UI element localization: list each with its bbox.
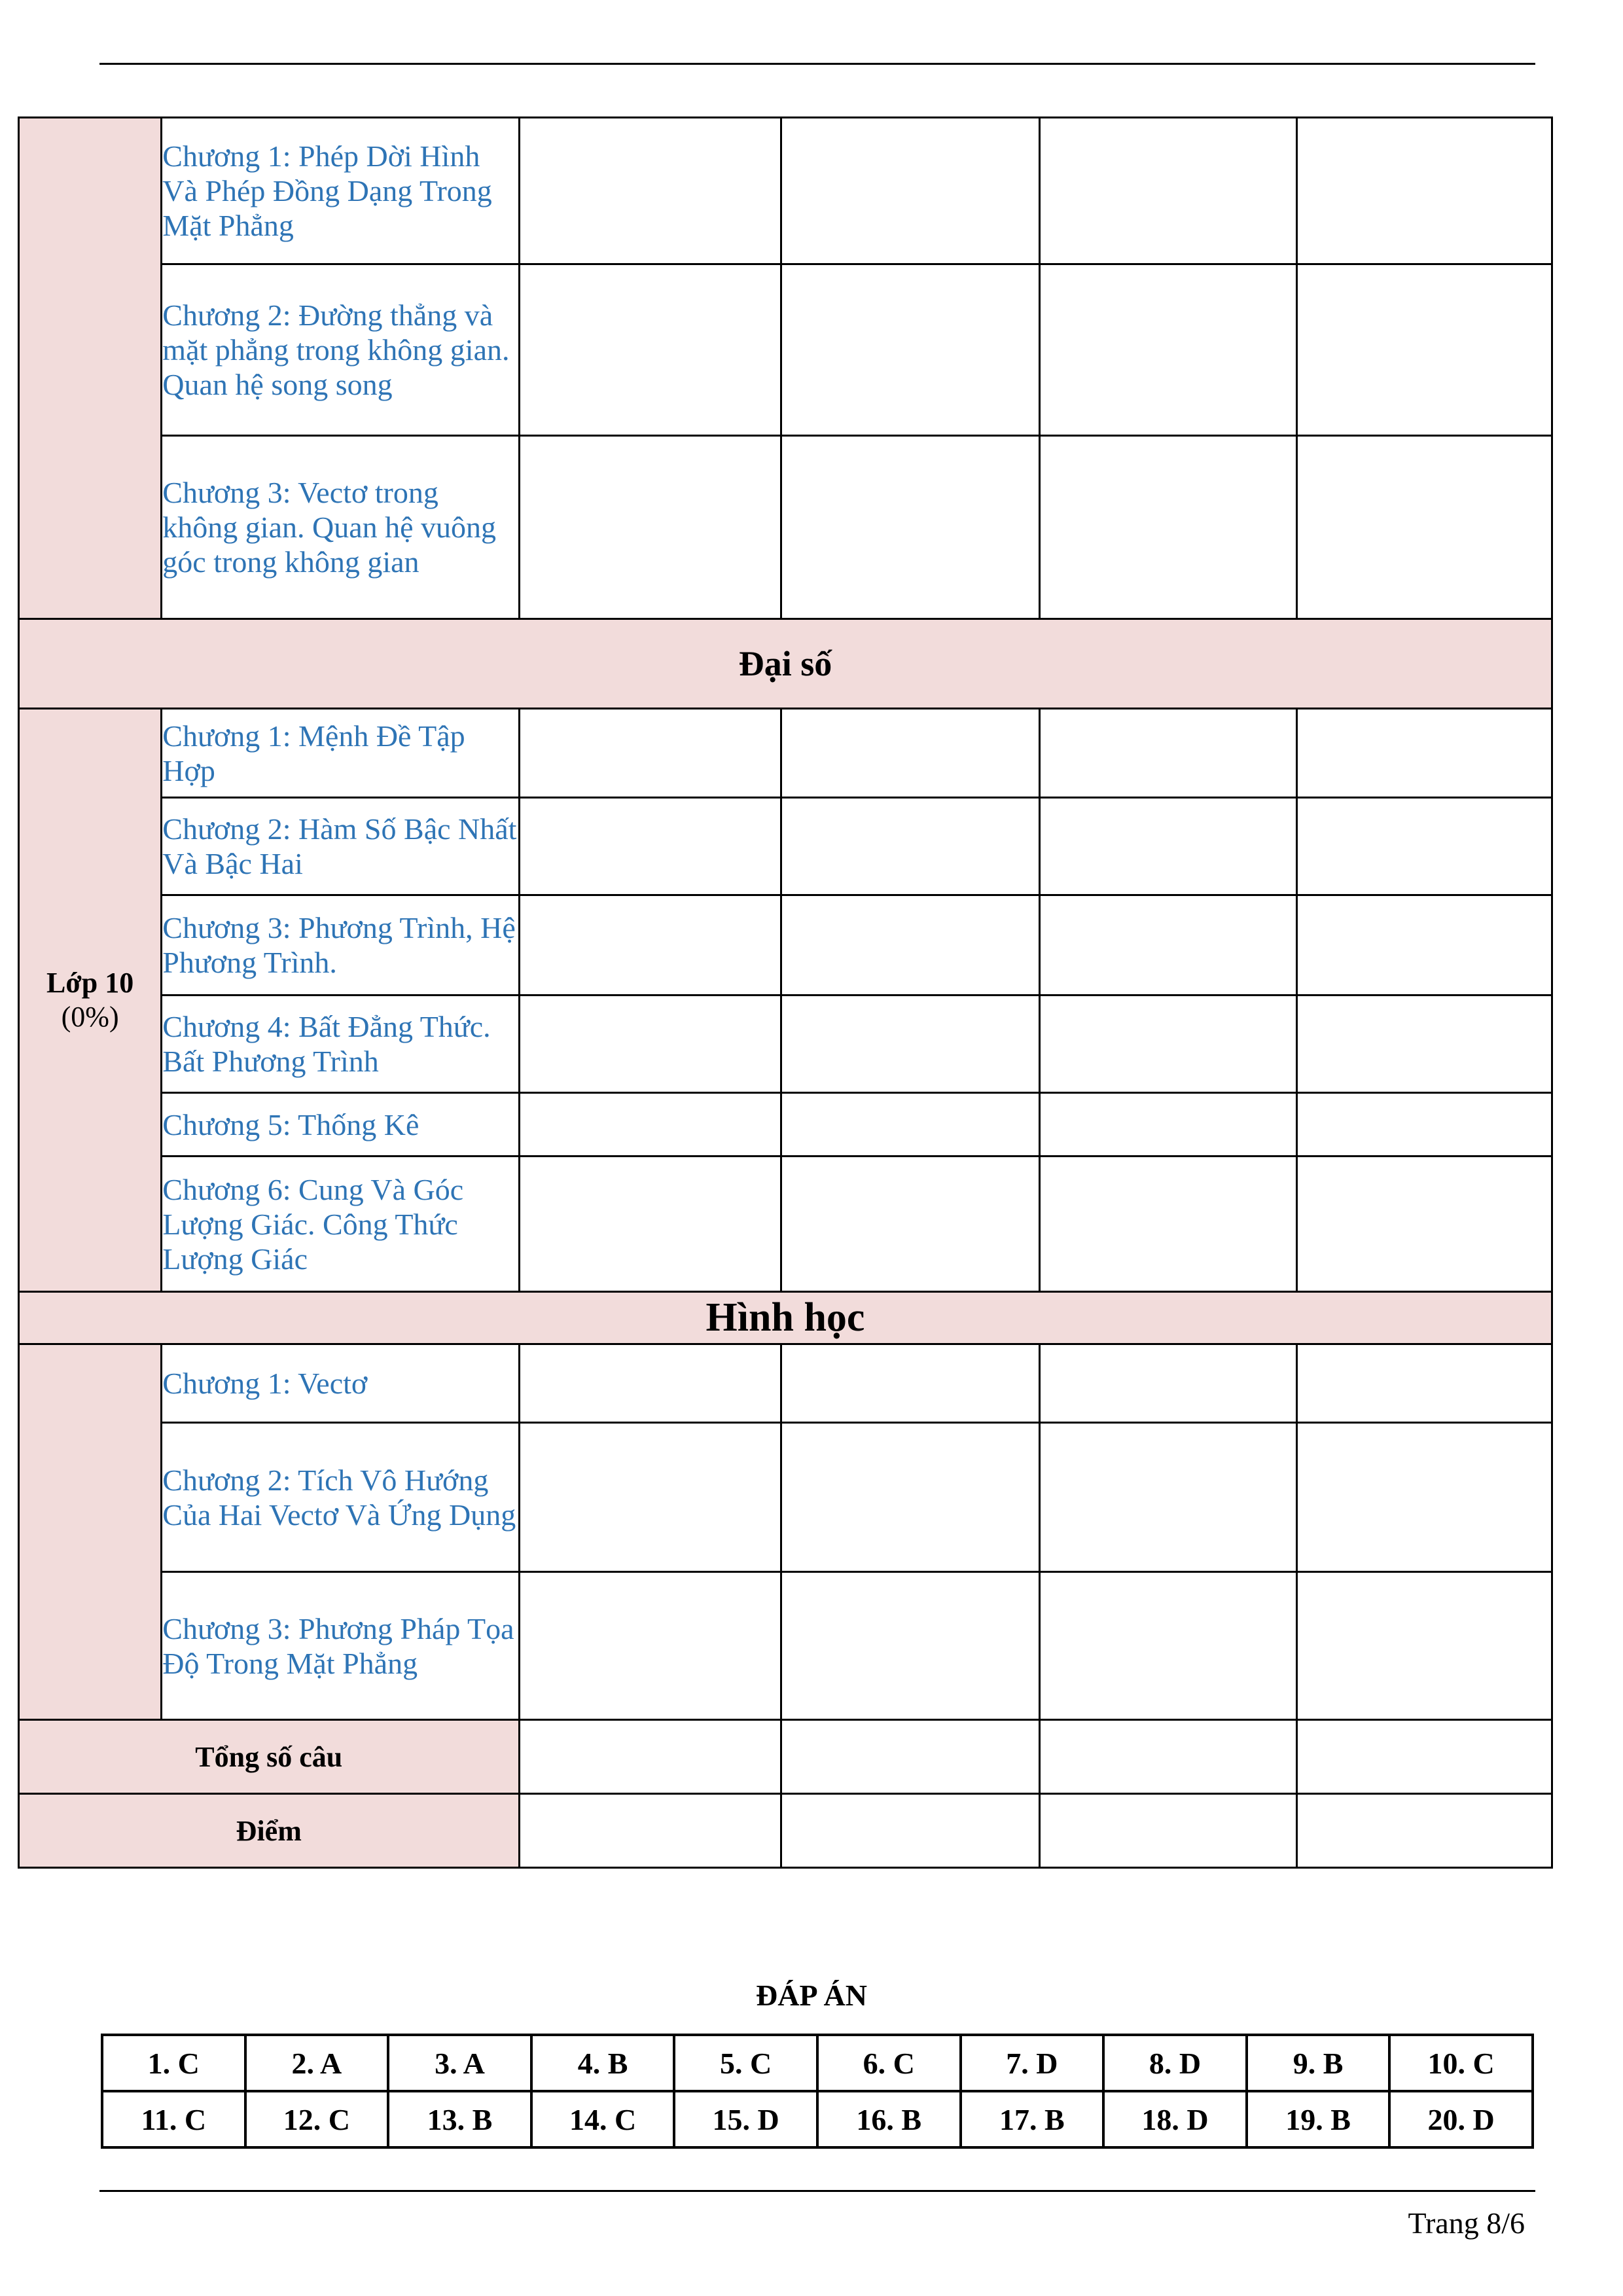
count-cell xyxy=(1040,1720,1296,1794)
chapter-label: Chương 3: Vectơ trong không gian. Quan hệ vuông góc trong không gian xyxy=(162,436,519,619)
matrix-row xyxy=(19,264,1552,436)
count-cell xyxy=(781,118,1039,264)
score-label: Điểm xyxy=(19,1794,520,1868)
count-cell xyxy=(1296,996,1552,1093)
matrix-row xyxy=(19,1093,1552,1157)
count-cell xyxy=(1040,709,1296,798)
count-cell xyxy=(781,1794,1039,1868)
section-row xyxy=(19,1292,1552,1344)
answer-cell: 9. B xyxy=(1247,2035,1390,2091)
count-cell xyxy=(1040,264,1296,436)
count-cell xyxy=(519,1572,781,1720)
answer-cell: 19. B xyxy=(1247,2091,1390,2147)
footer-rule xyxy=(99,2190,1535,2192)
count-cell xyxy=(519,1720,781,1794)
matrix-row xyxy=(19,709,1552,798)
count-cell xyxy=(1296,1572,1552,1720)
chapter-label: Chương 5: Thống Kê xyxy=(162,1093,519,1157)
grade-cell xyxy=(19,709,162,1292)
count-cell xyxy=(1296,1093,1552,1157)
count-cell xyxy=(519,436,781,619)
count-cell xyxy=(1040,118,1296,264)
count-cell xyxy=(781,1344,1039,1423)
score-row xyxy=(19,1794,1552,1868)
answer-cell: 1. C xyxy=(102,2035,245,2091)
chapter-label: Chương 2: Tích Vô Hướng Của Hai Vectơ Và Ứng Dụng xyxy=(162,1423,519,1572)
chapter-label: Chương 2: Đường thẳng và mặt phẳng trong không gian. Quan hệ song song xyxy=(162,264,519,436)
answer-cell: 5. C xyxy=(674,2035,817,2091)
count-cell xyxy=(781,1720,1039,1794)
count-cell xyxy=(519,264,781,436)
count-cell xyxy=(1296,1157,1552,1292)
chapter-label: Chương 3: Phương Pháp Tọa Độ Trong Mặt Phẳng xyxy=(162,1572,519,1720)
count-cell xyxy=(1040,798,1296,895)
count-cell xyxy=(1040,1093,1296,1157)
grade-cell-empty xyxy=(19,118,162,619)
chapter-label: Chương 1: Phép Dời Hình Và Phép Đồng Dạng Trong Mặt Phẳng xyxy=(162,118,519,264)
matrix-row xyxy=(19,1344,1552,1423)
count-cell xyxy=(519,996,781,1093)
chapter-label: Chương 6: Cung Và Góc Lượng Giác. Công Thức Lượng Giác xyxy=(162,1157,519,1292)
answer-cell: 2. A xyxy=(245,2035,389,2091)
matrix-row xyxy=(19,996,1552,1093)
count-cell xyxy=(1296,1720,1552,1794)
count-cell xyxy=(1040,996,1296,1093)
matrix-row xyxy=(19,436,1552,619)
count-cell xyxy=(1040,1423,1296,1572)
answer-key-title: ĐÁP ÁN xyxy=(756,1979,867,2012)
chapter-label: Chương 1: Vectơ xyxy=(162,1344,519,1423)
count-cell xyxy=(1296,1344,1552,1423)
count-cell xyxy=(1040,436,1296,619)
count-cell xyxy=(781,1423,1039,1572)
count-cell xyxy=(781,895,1039,996)
count-cell xyxy=(781,436,1039,619)
count-cell xyxy=(519,798,781,895)
total-row xyxy=(19,1720,1552,1794)
answer-cell: 15. D xyxy=(674,2091,817,2147)
count-cell xyxy=(781,1093,1039,1157)
count-cell xyxy=(1296,709,1552,798)
page-number: Trang 8/6 xyxy=(1408,2206,1525,2240)
answer-key-table xyxy=(101,2034,1534,2149)
chapter-label: Chương 4: Bất Đẳng Thức. Bất Phương Trình xyxy=(162,996,519,1093)
count-cell xyxy=(519,1093,781,1157)
header-rule xyxy=(99,63,1535,65)
matrix-row xyxy=(19,1572,1552,1720)
count-cell xyxy=(1040,1572,1296,1720)
answer-cell: 10. C xyxy=(1389,2035,1533,2091)
matrix-row xyxy=(19,1157,1552,1292)
count-cell xyxy=(1296,798,1552,895)
count-cell xyxy=(1296,895,1552,996)
grade-cell-empty xyxy=(19,1344,162,1720)
count-cell xyxy=(1040,895,1296,996)
answer-cell: 8. D xyxy=(1103,2035,1247,2091)
knowledge-matrix-table xyxy=(18,117,1553,1869)
count-cell xyxy=(781,1157,1039,1292)
answer-cell: 18. D xyxy=(1103,2091,1247,2147)
answer-row xyxy=(102,2035,1533,2091)
chapter-label: Chương 1: Mệnh Đề Tập Hợp xyxy=(162,709,519,798)
answer-cell: 4. B xyxy=(531,2035,675,2091)
count-cell xyxy=(519,1794,781,1868)
count-cell xyxy=(519,118,781,264)
answer-cell: 20. D xyxy=(1389,2091,1533,2147)
count-cell xyxy=(519,1423,781,1572)
answer-cell: 14. C xyxy=(531,2091,675,2147)
count-cell xyxy=(781,709,1039,798)
count-cell xyxy=(1040,1794,1296,1868)
count-cell xyxy=(781,798,1039,895)
count-cell xyxy=(781,996,1039,1093)
answer-cell: 16. B xyxy=(817,2091,961,2147)
count-cell xyxy=(781,264,1039,436)
answer-cell: 7. D xyxy=(961,2035,1104,2091)
count-cell xyxy=(1296,1794,1552,1868)
answer-cell: 3. A xyxy=(388,2035,531,2091)
section-heading-algebra: Đại số xyxy=(19,619,1552,709)
chapter-label: Chương 3: Phương Trình, Hệ Phương Trình. xyxy=(162,895,519,996)
matrix-row xyxy=(19,798,1552,895)
section-heading-geometry: Hình học xyxy=(19,1292,1552,1344)
count-cell xyxy=(519,1157,781,1292)
total-label: Tổng số câu xyxy=(19,1720,520,1794)
answer-cell: 12. C xyxy=(245,2091,389,2147)
section-row xyxy=(19,619,1552,709)
count-cell xyxy=(1040,1344,1296,1423)
answer-cell: 17. B xyxy=(961,2091,1104,2147)
answer-cell: 6. C xyxy=(817,2035,961,2091)
count-cell xyxy=(1296,436,1552,619)
answer-cell: 13. B xyxy=(388,2091,531,2147)
count-cell xyxy=(519,1344,781,1423)
count-cell xyxy=(519,709,781,798)
matrix-row xyxy=(19,1423,1552,1572)
matrix-row xyxy=(19,118,1552,264)
count-cell xyxy=(781,1572,1039,1720)
matrix-row xyxy=(19,895,1552,996)
count-cell xyxy=(1296,118,1552,264)
grade-name: Lớp 10 xyxy=(46,967,134,999)
answer-cell: 11. C xyxy=(102,2091,245,2147)
grade-percent: (0%) xyxy=(61,1001,119,1033)
count-cell xyxy=(519,895,781,996)
chapter-label: Chương 2: Hàm Số Bậc Nhất Và Bậc Hai xyxy=(162,798,519,895)
count-cell xyxy=(1040,1157,1296,1292)
count-cell xyxy=(1296,1423,1552,1572)
count-cell xyxy=(1296,264,1552,436)
answer-row xyxy=(102,2091,1533,2147)
